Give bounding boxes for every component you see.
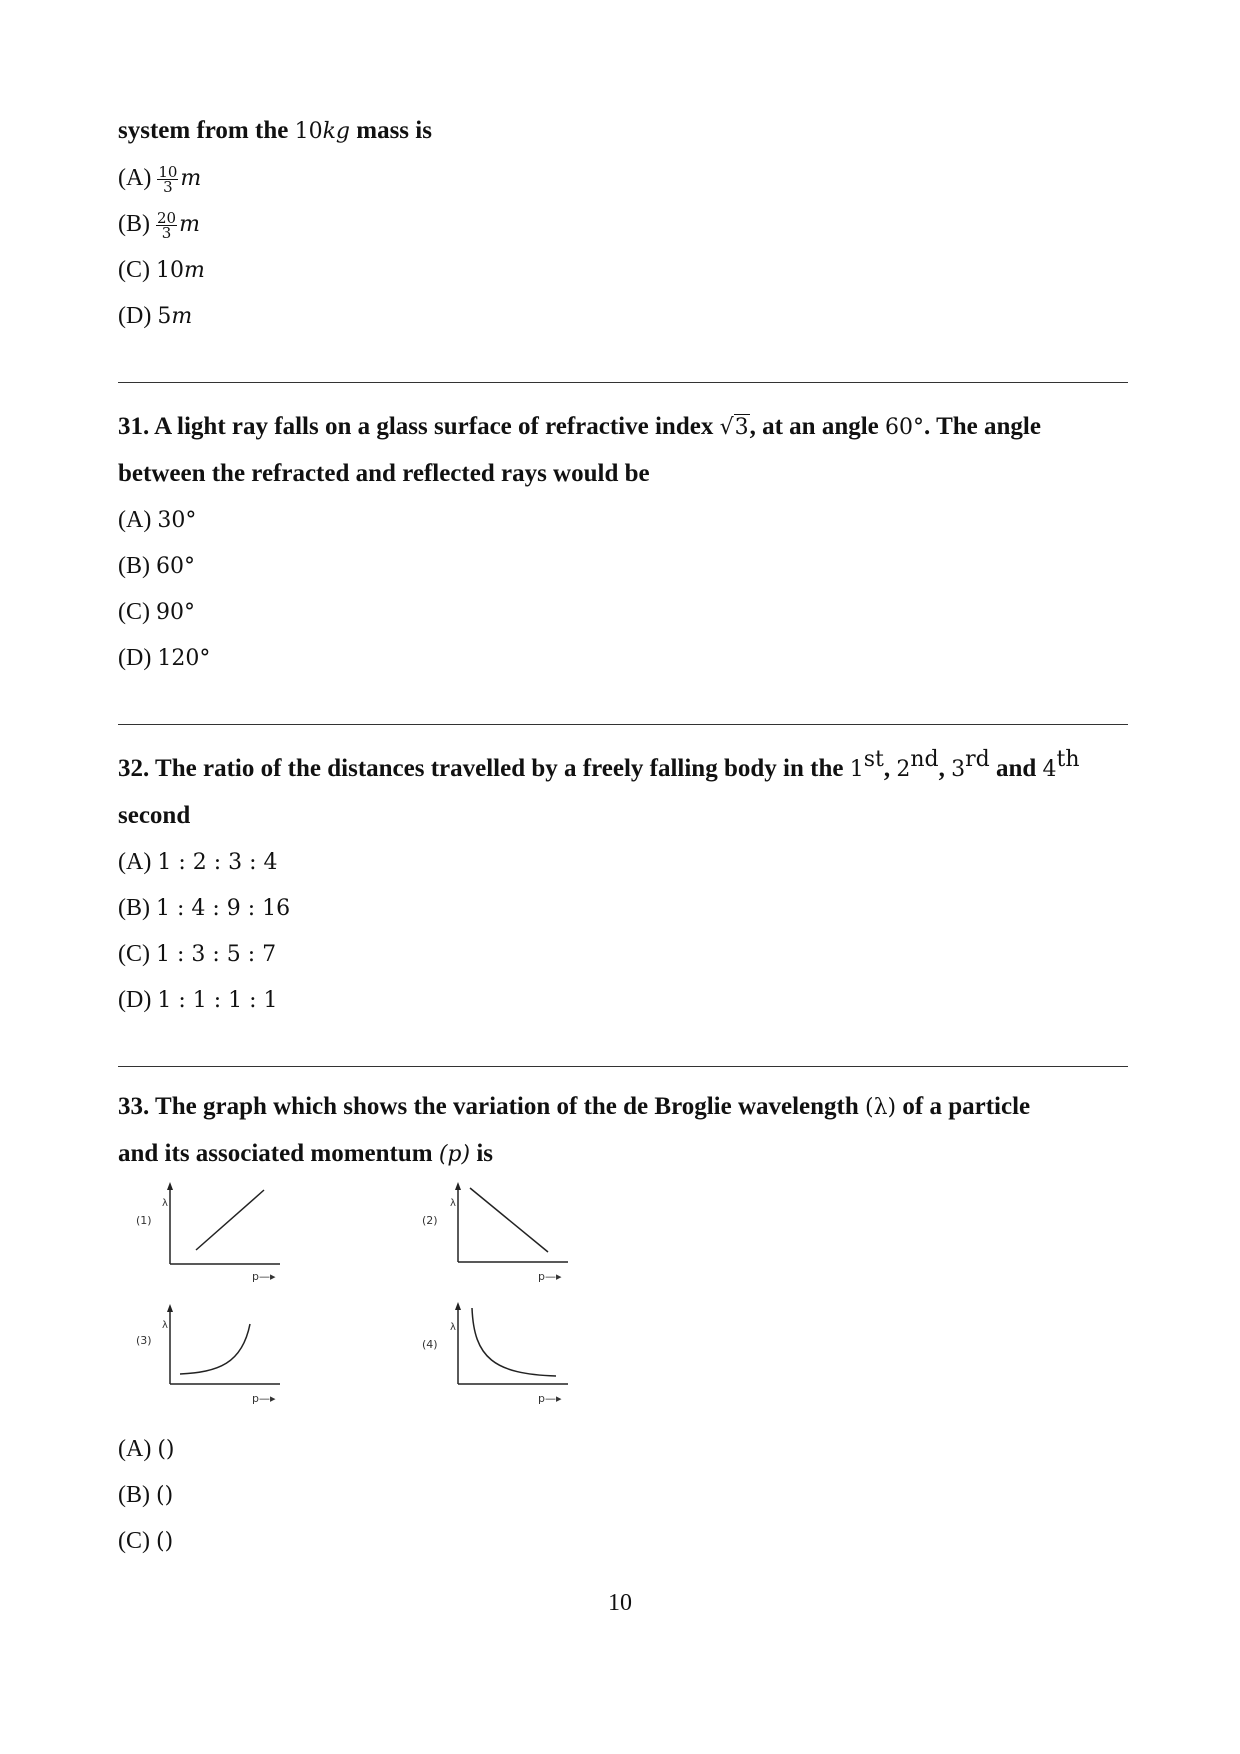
divider (118, 1066, 1128, 1067)
question-33-options (118, 1426, 1128, 1564)
option-b: (B) () (118, 1482, 174, 1508)
question-30-tail (118, 108, 1128, 339)
option-b: (B) 60° (118, 553, 195, 579)
graph-1-plot (118, 1176, 378, 1288)
decreasing-line-curve (470, 1188, 548, 1252)
option-b: (B) $\frac{20}{3}$ m (118, 208, 200, 242)
fraction: $\frac{10}{3}$ (158, 162, 178, 196)
option-b: (B) 1 : 4 : 9 : 16 (118, 895, 291, 921)
graph-3: (3) λ p—▸ (118, 1294, 378, 1416)
question-33 (118, 1084, 1128, 1178)
option-c: (C) 90° (118, 599, 195, 625)
option-a: (A) () (118, 1436, 175, 1462)
graph-grid (118, 1176, 638, 1416)
hyperbola-curve (472, 1308, 556, 1376)
question-30-text: system from the 10kg mass is (118, 117, 432, 144)
page-number: 10 (608, 1590, 632, 1616)
graph-2: (2) λ p—▸ (408, 1170, 668, 1288)
fraction: $\frac{20}{3}$ (157, 208, 177, 242)
question-32-text: 32. The ratio of the distances travelled by a freely falling body in the 1st, 2nd, 3rd and 4th second (118, 747, 1080, 829)
option-d: (D) 1 : 1 : 1 : 1 (118, 987, 278, 1013)
option-c: (C) () (118, 1528, 174, 1554)
question-32 (118, 746, 1128, 1023)
option-a: (A) 1 : 2 : 3 : 4 (118, 849, 278, 875)
option-a: (A) 30° (118, 507, 197, 533)
graph-4: (4) λ p—▸ (408, 1288, 668, 1416)
option-c: (C) 1 : 3 : 5 : 7 (118, 941, 277, 967)
graph-1: (1) λ p—▸ (118, 1176, 378, 1288)
question-31 (118, 404, 1128, 681)
option-d: (D) 5m (118, 303, 193, 329)
option-a: (A) $\frac{10}{3}$ m (118, 162, 202, 196)
question-31-text: 31. A light ray falls on a glass surface of refractive index √3, at an angle 60°. The angle between the refracted and reflected rays would be (118, 404, 1128, 497)
question-33-text: 33. The graph which shows the variation of the de Broglie wavelength (λ) of a particle and its associated momentum (p) is (118, 1093, 1031, 1167)
option-c: (C) 10m (118, 257, 205, 283)
divider (118, 724, 1128, 725)
rising-curve (180, 1324, 250, 1374)
square-root: √3 (719, 415, 749, 440)
graph-3-plot (118, 1294, 378, 1416)
option-d: (D) 120° (118, 645, 211, 671)
divider (118, 382, 1128, 383)
increasing-line-curve (196, 1190, 264, 1250)
